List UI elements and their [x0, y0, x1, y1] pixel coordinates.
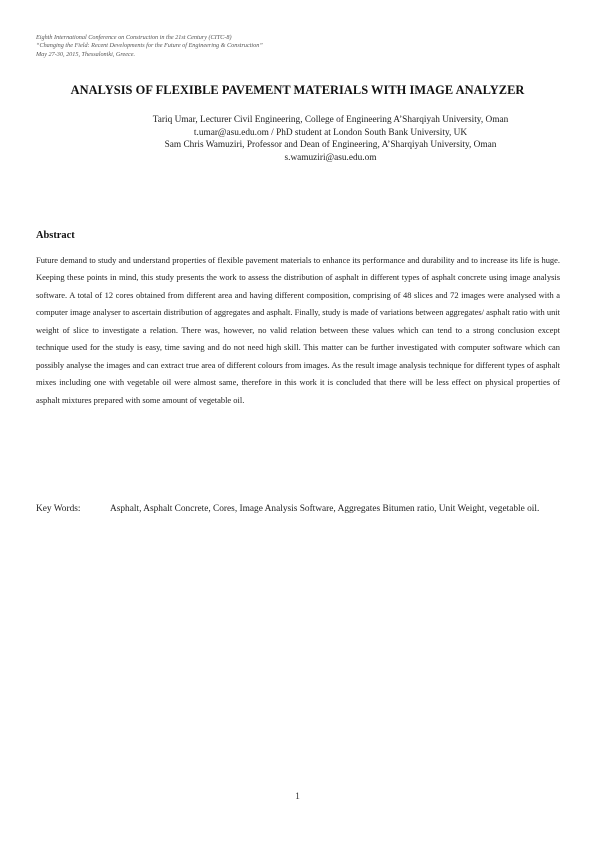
- conference-theme: “Changing the Field: Recent Developments for the Future of Engineering & Construction”: [36, 42, 263, 50]
- abstract-body: Future demand to study and understand properties of flexible pavement materials to enhance its performance and durability and to increase its life is huge. Keeping these points in mind, this study presents the work to assess the distribution of asphalt in different types of asphalt concrete using image analysis software. A total of 12 cores obtained from different area and having different composition, comprising of 48 slices and 72 images were analysed with a computer image analyser to ascertain distribution of aggregates and asphalt. Finally, study is made of variations between aggregates/ asphalt ratio with unit weight of slice to investigate a relation. There was, however, no valid relation between these values which can tend to a strong conclusion except technique used for the study is easy, time saving and do not need high skill. This matter can be further investigated with computer software which can possibly analyse the images and can extract true area of different colours from images. As the result image analysis technique for different types of asphalt mixes including one with vegetable oil were almost same, therefore in this work it is concluded that there will be less effect on physical properties of asphalt mixtures prepared with some amount of vegetable oil.: [36, 255, 560, 405]
- conference-date-location: May 27-30, 2015, Thessaloniki, Greece.: [36, 50, 136, 58]
- author-2-email: s.wamuziri@asu.edu.om: [284, 152, 377, 163]
- author-2-affiliation: Sam Chris Wamuziri, Professor and Dean of Engineering, A’Sharqiyah University, Oman: [164, 140, 497, 151]
- author-block: [64, 114, 595, 164]
- keywords-label: Key Words:: [36, 504, 81, 514]
- conference-header: [36, 34, 263, 59]
- keywords-section: [36, 500, 560, 520]
- abstract-heading: Abstract: [36, 230, 75, 241]
- author-1-email: t.umar@asu.edu.om / PhD student at London South Bank University, UK: [193, 127, 468, 138]
- conference-name: Eighth International Conference on Construction in the 21st Century (CITC-8): [36, 34, 232, 41]
- paper-title: ANALYSIS OF FLEXIBLE PAVEMENT MATERIALS WITH IMAGE ANALYZER: [70, 83, 525, 97]
- keywords-text: Asphalt, Asphalt Concrete, Cores, Image Analysis Software, Aggregates Bitumen ratio, Unit Weight, vegetable oil.: [110, 504, 540, 514]
- author-1-affiliation: Tariq Umar, Lecturer Civil Engineering, College of Engineering A’Sharqiyah University, Oman: [152, 115, 509, 125]
- page-number: 1: [295, 792, 300, 802]
